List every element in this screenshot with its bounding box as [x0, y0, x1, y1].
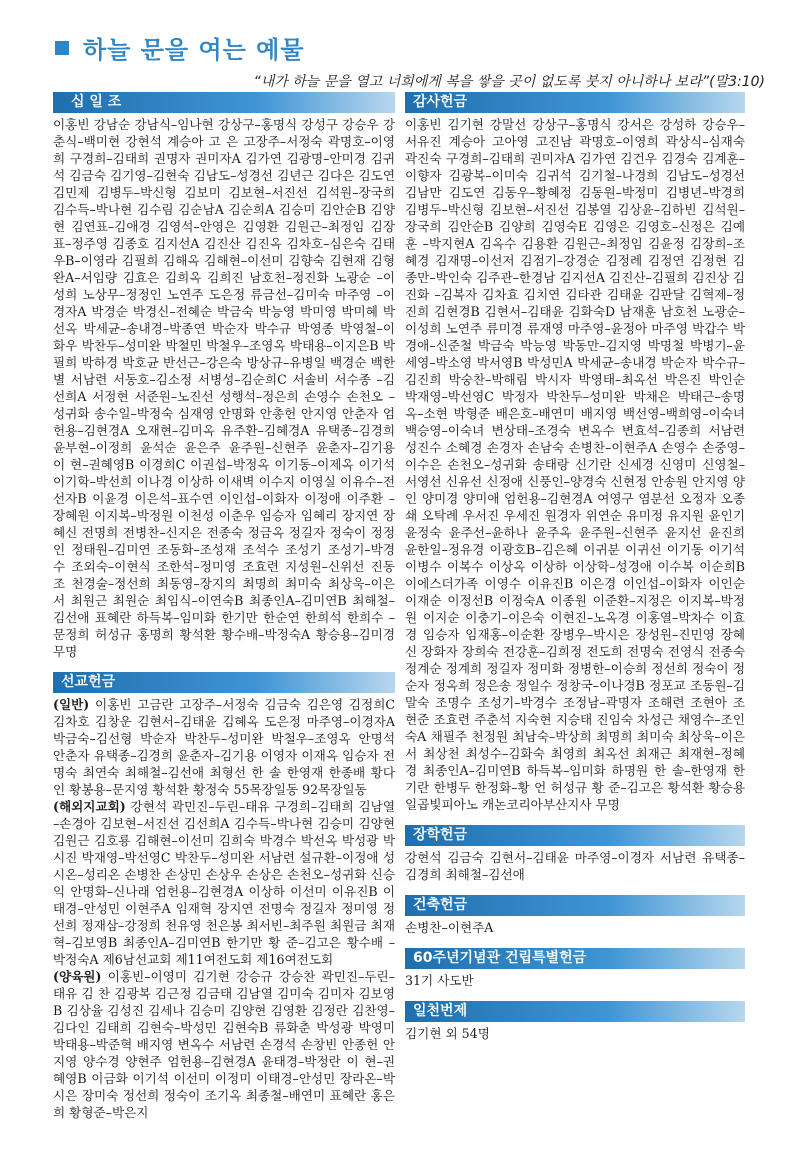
- mission-overseas: [53, 798, 395, 968]
- mission-label-orphanage: (양육원): [53, 969, 102, 984]
- left-column: [53, 92, 395, 1133]
- square-bullet-icon: [55, 41, 69, 55]
- page-header: [55, 30, 775, 91]
- mission-names-general: 이홍빈 고금란 고장주–서정숙 김금숙 김은영 김정희C 김차호 김창운 김현서–김태윤 김혜옥 도은정 마주영–이경자A 박금숙–김선형 박순자 박찬두–성미완 박철우–조영옥 안명석 안춘자 유택종–김경희 윤춘자–김기용 이영자 이재옥 임승자 전명숙 최연숙 최해철–김선애 최형선 한 솔 한영재 한종배 황다인 황봉용–문지영 황석환 황정숙 55목장일동 92목장일동: [53, 697, 395, 797]
- mission-label-general: (일반): [53, 697, 90, 712]
- mission-orphanage: [53, 968, 395, 1121]
- section-building: [405, 895, 745, 936]
- section-anniversary: [405, 948, 745, 989]
- right-column: [405, 92, 745, 1054]
- section-thanks: [405, 92, 745, 813]
- section-scholarship: [405, 825, 745, 883]
- scholarship-names: 강현석 김금숙 김현서–김태윤 마주영–이경자 서남련 유택종–김경희 최해철–김선애: [405, 850, 745, 882]
- section-header-tithe: [53, 92, 395, 113]
- ilcheon-names: 김기현 외 54명: [405, 1026, 490, 1041]
- tithe-names: 이홍빈 강남순 강남식–임나현 강상구–홍명식 강성구 강승우 강춘식–백미현 강현석 계승아 고 은 고장주–서정숙 곽명호–이영희 구경희–김태희 권명자 권미자A 김가연 김광명–안미경 김귀석 김금숙 김기영–김현숙 김남도–성경선 김년근 김다은 김도연 김민제 김병두–박신형 김보미 김보현–서진선 김석원–장국희 김수득–박나현 김수림 김순남A 김순희A 김승미 김안순B 김양현 김연표–김애경 김영석–안영은 김영환 김원근–최정임 김장표–정주영 김종호 김지선A 김진산 김진옥 김차호–심은숙 김태우B–이영라 김필희 김해옥 김해현–이선미 김향숙 김현재 김형완A–서임량 김효은 김희옥 김희진 남호천–정진화 노광순 –이성희 노상무–정정인 노연주 도은정 류금선–김미숙 마주영 –이경자A 박경순 박경신–전혜순 박금숙 박능영 박미영 박미혜 박선옥 박세균–송내경–박종연 박순자 박수규 박영종 박영철–이화우 박찬두–성미완 박철민 박철우–조영옥 박태용–이지은B 박필희 박하경 박호균 반선근–강은숙 방상규–유병일 백경순 백한별 서남련 서동호–김소정 서병성–김순희C 서솔비 서수종 –김선희A 서정현 서준원–노진선 성행석–정은희 손영수 손천오 –성귀화 송수일–박정숙 심재영 안명화 안총헌 안지영 안춘자 엄헌용–김현경A 오재현–김미옥 유주환–김혜경A 유택종–김경희 윤부현–이정희 윤석순 윤은주 윤주원–신현주 윤춘자–김기용 이 현–권혜영B 이경희C 이권섭–박정옥 이기동–이제옥 이기석 이기학–박선희 이나경 이상하 이새벽 이수지 이영실 이유수–전선자B 이윤경 이은석–표수연 이인섭–이화자 이정애 이주환 –장혜원 이지복–박정원 이천성 이춘우 임승자 임혜리 장지연 장혜신 전명희 전병찬–신지은 전종숙 정금옥 정길자 정숙이 정정인 정태원–김미연 조동화–조성재 조석수 조성기 조성기–박경수 조외숙–이현식 조한석–정미영 조효련 지성원–신위선 진동조 천경술–정선희 최동영–장지의 최명희 최미숙 최상욱–이은서 최원근 최원순 최임식–이연숙B 최종인A–김미연B 최해철–김선애 표혜란 하득복–임미화 한기만 한순연 한희석 한희수 –문정희 허성규 홍명희 황석환 황수배–박정숙A 황승용–김미경 무명: [53, 117, 395, 659]
- page-title: [55, 30, 775, 65]
- section-header-anniversary: 60주년기념관 건립특별헌금: [405, 948, 745, 969]
- section-tithe: [53, 92, 395, 660]
- section-header-building: 건축헌금: [405, 895, 745, 916]
- section-header-mission: 선교헌금: [53, 672, 395, 693]
- thanks-names: 이홍빈 김기현 강말선 강상구–홍명식 강서은 강성하 강승우–서유진 계승아 고아영 고진남 곽명호–이영희 곽상식–심재숙 곽진숙 구경희–김태희 권미자A 김가연 김건우 김경숙 김계훈–이향자 김광복–이미숙 김귀석 김기철–나경희 김남도–성경선 김남만 김도연 김동우–황혜정 김동원–박정미 김병년–박경희 김병두–박신형 김보현–서진선 김봉열 김상윤–김하빈 김석원–장국희 김안순B 김양희 김영숙E 김영은 김영호–신정은 김예훈 –박지현A 김옥수 김용환 김원근–최정임 김윤정 김장희–조혜경 김재명–이선저 김점기–강경순 김정례 김정연 김정현 김종만–박인숙 김주관–한경남 김지선A 김진산–김필희 김진상 김진화 –김복자 김차효 김치연 김타관 김태윤 김판달 김혁제–정진희 김현경B 김현서–김태윤 김화숙D 남재훈 남호천 노광순–이성희 노연주 류미경 류재영 마주영–윤정아 마주영 박갑수 박경애–신준철 박금숙 박능영 박동만–김지영 박명철 박병기–윤세영–박소영 박서영B 박성민A 박세균–송내경 박순자 박수규–김진희 박숭찬–박해림 박시자 박영태–최옥선 박은진 박인순 박재영–박선영C 박정자 박찬두–성미완 박채은 박태근–송명옥–소현 박형준 배은호–배연미 배지영 백선영–백희영–이숙녀 백승영–이숙녀 변상태–조경숙 변옥수 변효석–김종희 서남련 성진수 소혜경 손경자 손남숙 손병찬–이현주A 손영수 손중영–이수은 손천오–성귀화 송태랑 신기란 신세경 신영미 신영철–서영선 신유선 신정애 신풍인–양경숙 신현정 안송원 안지영 양 인 양미경 양미애 엄헌용–김현경A 여영구 염분선 오정자 오종쇄 오탁례 우서진 우세진 원경자 위연순 유미정 유지원 윤인기 윤정숙 윤주선–윤하나 윤주옥 윤주원–신현주 윤지선 윤진희 윤한일–정유경 이광호B–김은혜 이귀분 이귀선 이기동 이기석 이병수 이복수 이상옥 이상하 이상학–성경애 이수복 이순희B 이에스더가족 이영수 이유진B 이은경 이인섭–이화자 이인순 이재순 이정선B 이정숙A 이종원 이준환–지정은 이지복–박정원 이지순 이충기–이은숙 이현진–노옥경 이홍열–박차수 이효경 임승자 임재홍–이순환 장병우–박시은 장성원–진민영 장혜신 장화자 장희숙 전강훈–김희정 전도희 전명숙 전영식 전종숙 정계순 정계희 정길자 정미화 정병한–이승희 정선희 정숙이 정순자 정옥희 정은송 정일수 정창국–이나경B 정포교 조동원–김말숙 조명수 조성기–박경수 조정남–곽명자 조해련 조현아 조현준 조효련 주춘석 지숙현 지승태 진임숙 차성근 채영수–조인숙A 채필주 천정원 최남숙–박상희 최명희 최미숙 최상욱–이은서 최상천 최성수–김화숙 최영희 최옥선 최재근 최재현–정혜경 최종인A–김미연B 하득복–임미화 하명원 한 솔–한영재 한기란 한병두 한정화–황 언 허성규 황 준–김고은 황석환 황승용 일곱빛피아노 캐논코리아부산지사 무명: [405, 117, 745, 812]
- section-header-thanks: 감사헌금: [405, 92, 745, 113]
- building-names: 손병찬–이현주A: [405, 920, 494, 935]
- mission-label-overseas: (해외지교회): [53, 799, 126, 814]
- section-title-tithe: 십 일 조: [71, 94, 122, 110]
- page-title-text: 하늘 문을 여는 예물: [83, 36, 305, 64]
- section-mission: [53, 672, 395, 1121]
- mission-names-overseas: 강현석 곽민진–두린–태유 구경희–김태희 김남열 –손경아 김보현–서진선 김선희A 김수득–박나현 김승미 김양현 김원근 김호룡 김해현–이선미 김희숙 박경수 박선옥 박성광 박시진 박재영–박선영C 박찬두–성미완 서남련 설규환–이정애 성시온–성리온 손병찬 손상민 손상우 손상은 손천오–성귀화 신승익 안명화–신나래 엄헌용–김현경A 이상하 이선미 이유진B 이태경–안성민 이현주A 임재혁 장지연 전명숙 정길자 정미영 정선희 정재삼–강정희 천유영 천은봉 최서빈–최주원 최원금 최재혁–김보영B 최종인A–김미연B 한기만 황 준–김고은 황수배 –박정숙A 제6남선교회 제11여전도회 제16여전도회: [53, 799, 395, 967]
- mission-general: [53, 696, 395, 798]
- anniversary-names: 31기 사도반: [405, 973, 474, 988]
- section-ilcheon: [405, 1001, 745, 1042]
- section-header-scholarship: 장학헌금: [405, 825, 745, 846]
- section-header-ilcheon: 일천번제: [405, 1001, 745, 1022]
- mission-names-orphanage: 이홍빈–이영미 김기현 강승규 강승찬 곽민진–두린–태유 김 찬 김광복 김근정 김금태 김남열 김미숙 김미자 김보영B 김상율 김성진 김세나 김승미 김양현 김영환 김정란 김찬영–김다인 김태희 김현숙–박성민 김현숙B 류화춘 박성광 박영미 박태용–박준혁 배지영 변옥수 서남련 손경석 손창빈 안종헌 안지영 양수경 양현주 엄헌용–김현경A 윤태경–박정란 이 현–권혜영B 이금화 이기석 이선미 이정미 이태경–안성민 장라온–박시은 장미숙 정선희 정숙이 조기옥 최종철–배연미 표혜란 홍은희 황형준–박은지: [53, 969, 395, 1120]
- bible-verse: “내가 하늘 문을 열고 너희에게 복을 쌓을 곳이 없도록 붓지 아니하나 보라”(말3:10): [253, 74, 765, 90]
